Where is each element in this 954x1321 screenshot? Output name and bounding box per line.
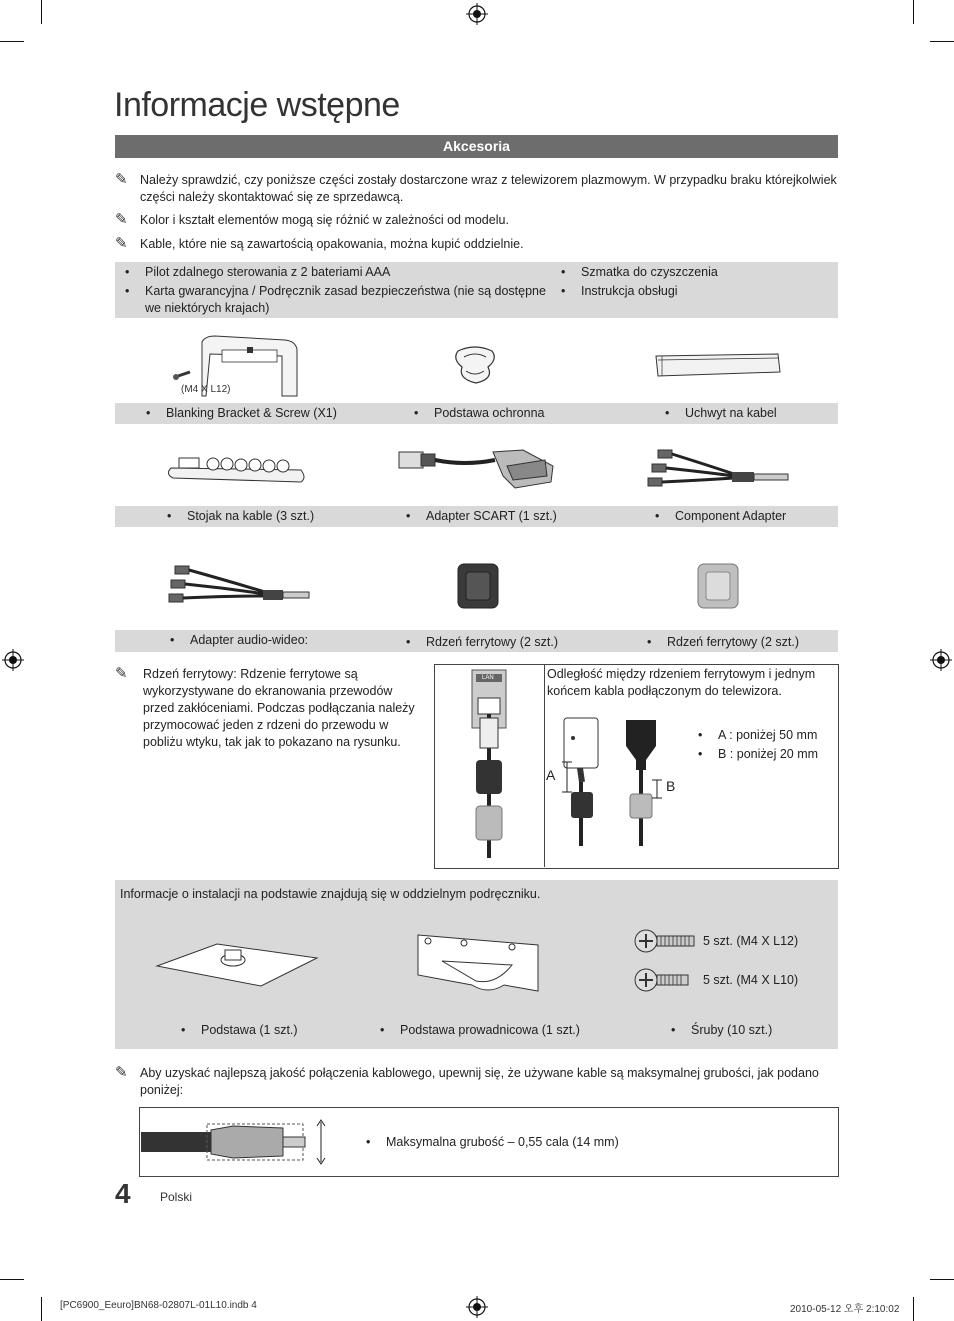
list-item: • A : poniżej 50 mm [718,727,817,744]
print-file-info: [PC6900_Eeuro]BN68-02807L-01L10.indb 4 [60,1300,257,1311]
crop-mark [913,0,914,24]
guide-stand-illustration [414,925,542,997]
screw-label: 5 szt. (M4 X L10) [703,973,799,987]
distance-description: Odległość między rdzeniem ferrytowym i jednym końcem kabla podłączonym do telewizora. [547,667,816,698]
list-item: • B : poniżej 20 mm [718,746,818,763]
crop-mark [930,41,954,42]
page-language: Polski [160,1190,193,1204]
note: ✎ Należy sprawdzić, czy poniższe części zostały dostarczone wraz z telewizorem plazmowym. W przypadku braku którejkolwiek części należy skontaktować się ze sprzedawcą. [115,171,837,204]
crop-mark [0,1279,24,1280]
list-item: • Maksymalna grubość – 0,55 cala (14 mm) [386,1134,619,1151]
screw-m4l10-icon [634,967,690,993]
audio-video-adapter-illustration [165,562,310,608]
protective-stand-illustration [450,345,500,385]
crop-mark [913,1297,914,1321]
registration-mark-icon [930,649,952,671]
ferrite-core-dark-illustration [456,562,500,610]
list-item: • Adapter SCART (1 szt.) [426,508,557,525]
dimension-a-marker [560,760,574,794]
component-adapter-illustration [644,444,790,492]
note: ✎ Kable, które nie są zawartością opakowania, można kupić oddzielnie. [115,235,524,252]
list-item: • Szmatka do czyszczenia [581,264,718,281]
list-item: • Podstawa prowadnicowa (1 szt.) [400,1022,580,1039]
registration-mark-icon [466,3,488,25]
screw-m4l12-icon [634,928,696,954]
list-item: • Pilot zdalnego sterowania z 2 bateriami AAA [145,264,390,281]
label-b: B [666,778,676,794]
lan-cable-illustration [466,668,512,858]
list-item: • Karta gwarancyjna / Podręcznik zasad bezpieczeństwa (nie są dostępne we niektórych krajach) [145,283,555,317]
list-item: • Podstawa (1 szt.) [201,1022,298,1039]
screw-size-label: (M4 X L12) [181,384,231,395]
stand-base-illustration [155,938,320,990]
list-item: • Component Adapter [675,508,786,525]
crop-mark [41,1297,42,1321]
crop-mark [0,41,24,42]
list-item: • Śruby (10 szt.) [691,1022,772,1039]
ferrite-core-light-illustration [696,562,740,610]
print-date: 2010-05-12 오후 2:10:02 [790,1304,900,1315]
pencil-icon: ✎ [115,235,128,252]
registration-mark-icon [2,649,24,671]
crop-mark [41,0,42,24]
stand-info: Informacje o instalacji na podstawie znajdują się w oddzielnym podręczniku. [120,887,541,901]
cable-holder-illustration [652,352,782,378]
list-item: • Podstawa ochronna [434,405,545,422]
list-item: • Stojak na kable (3 szt.) [187,508,314,525]
note: ✎ Kolor i kształt elementów mogą się różnić w zależności od modelu. [115,211,509,228]
pencil-icon: ✎ [115,665,128,682]
pencil-icon: ✎ [115,1064,128,1081]
list-item: • Rdzeń ferrytowy (2 szt.) [426,634,558,651]
page-number: 4 [115,1178,131,1209]
scart-adapter-illustration [395,446,557,490]
cable-note: ✎ Aby uzyskać najlepszą jakość połączenia kablowego, upewnij się, że używane kable są maksymalnej grubości, jak podano poniżej: [115,1064,819,1097]
pencil-icon: ✎ [115,171,128,188]
cable-stand-illustration [165,448,310,486]
lan-label: LAN [482,675,494,681]
cable-plug-illustration [141,1118,331,1166]
crop-mark [930,1279,954,1280]
section-header: Akcesoria [115,135,838,158]
page-title: Informacje wstępne [114,86,400,124]
list-item: • Adapter audio-wideo: [190,632,308,649]
label-a: A [546,767,556,783]
registration-mark-icon [466,1296,488,1318]
ferrite-note: ✎ Rdzeń ferrytowy: Rdzenie ferrytowe są wykorzystywane do ekranowania przewodów przed zakłóceniami. Podczas podłączania należy przymocować jeden z rdzeni do przewodu w pobliżu wtyku, tak jak to pokazano na rysunku. [115,665,415,749]
list-item: • Blanking Bracket & Screw (X1) [166,405,337,422]
box-divider [544,665,545,867]
screw-label: 5 szt. (M4 X L12) [703,934,799,948]
dimension-b-marker [650,778,664,800]
list-item: • Uchwyt na kabel [685,405,777,422]
list-item: • Instrukcja obsługi [581,283,678,300]
list-item: • Rdzeń ferrytowy (2 szt.) [667,634,799,651]
pencil-icon: ✎ [115,211,128,228]
